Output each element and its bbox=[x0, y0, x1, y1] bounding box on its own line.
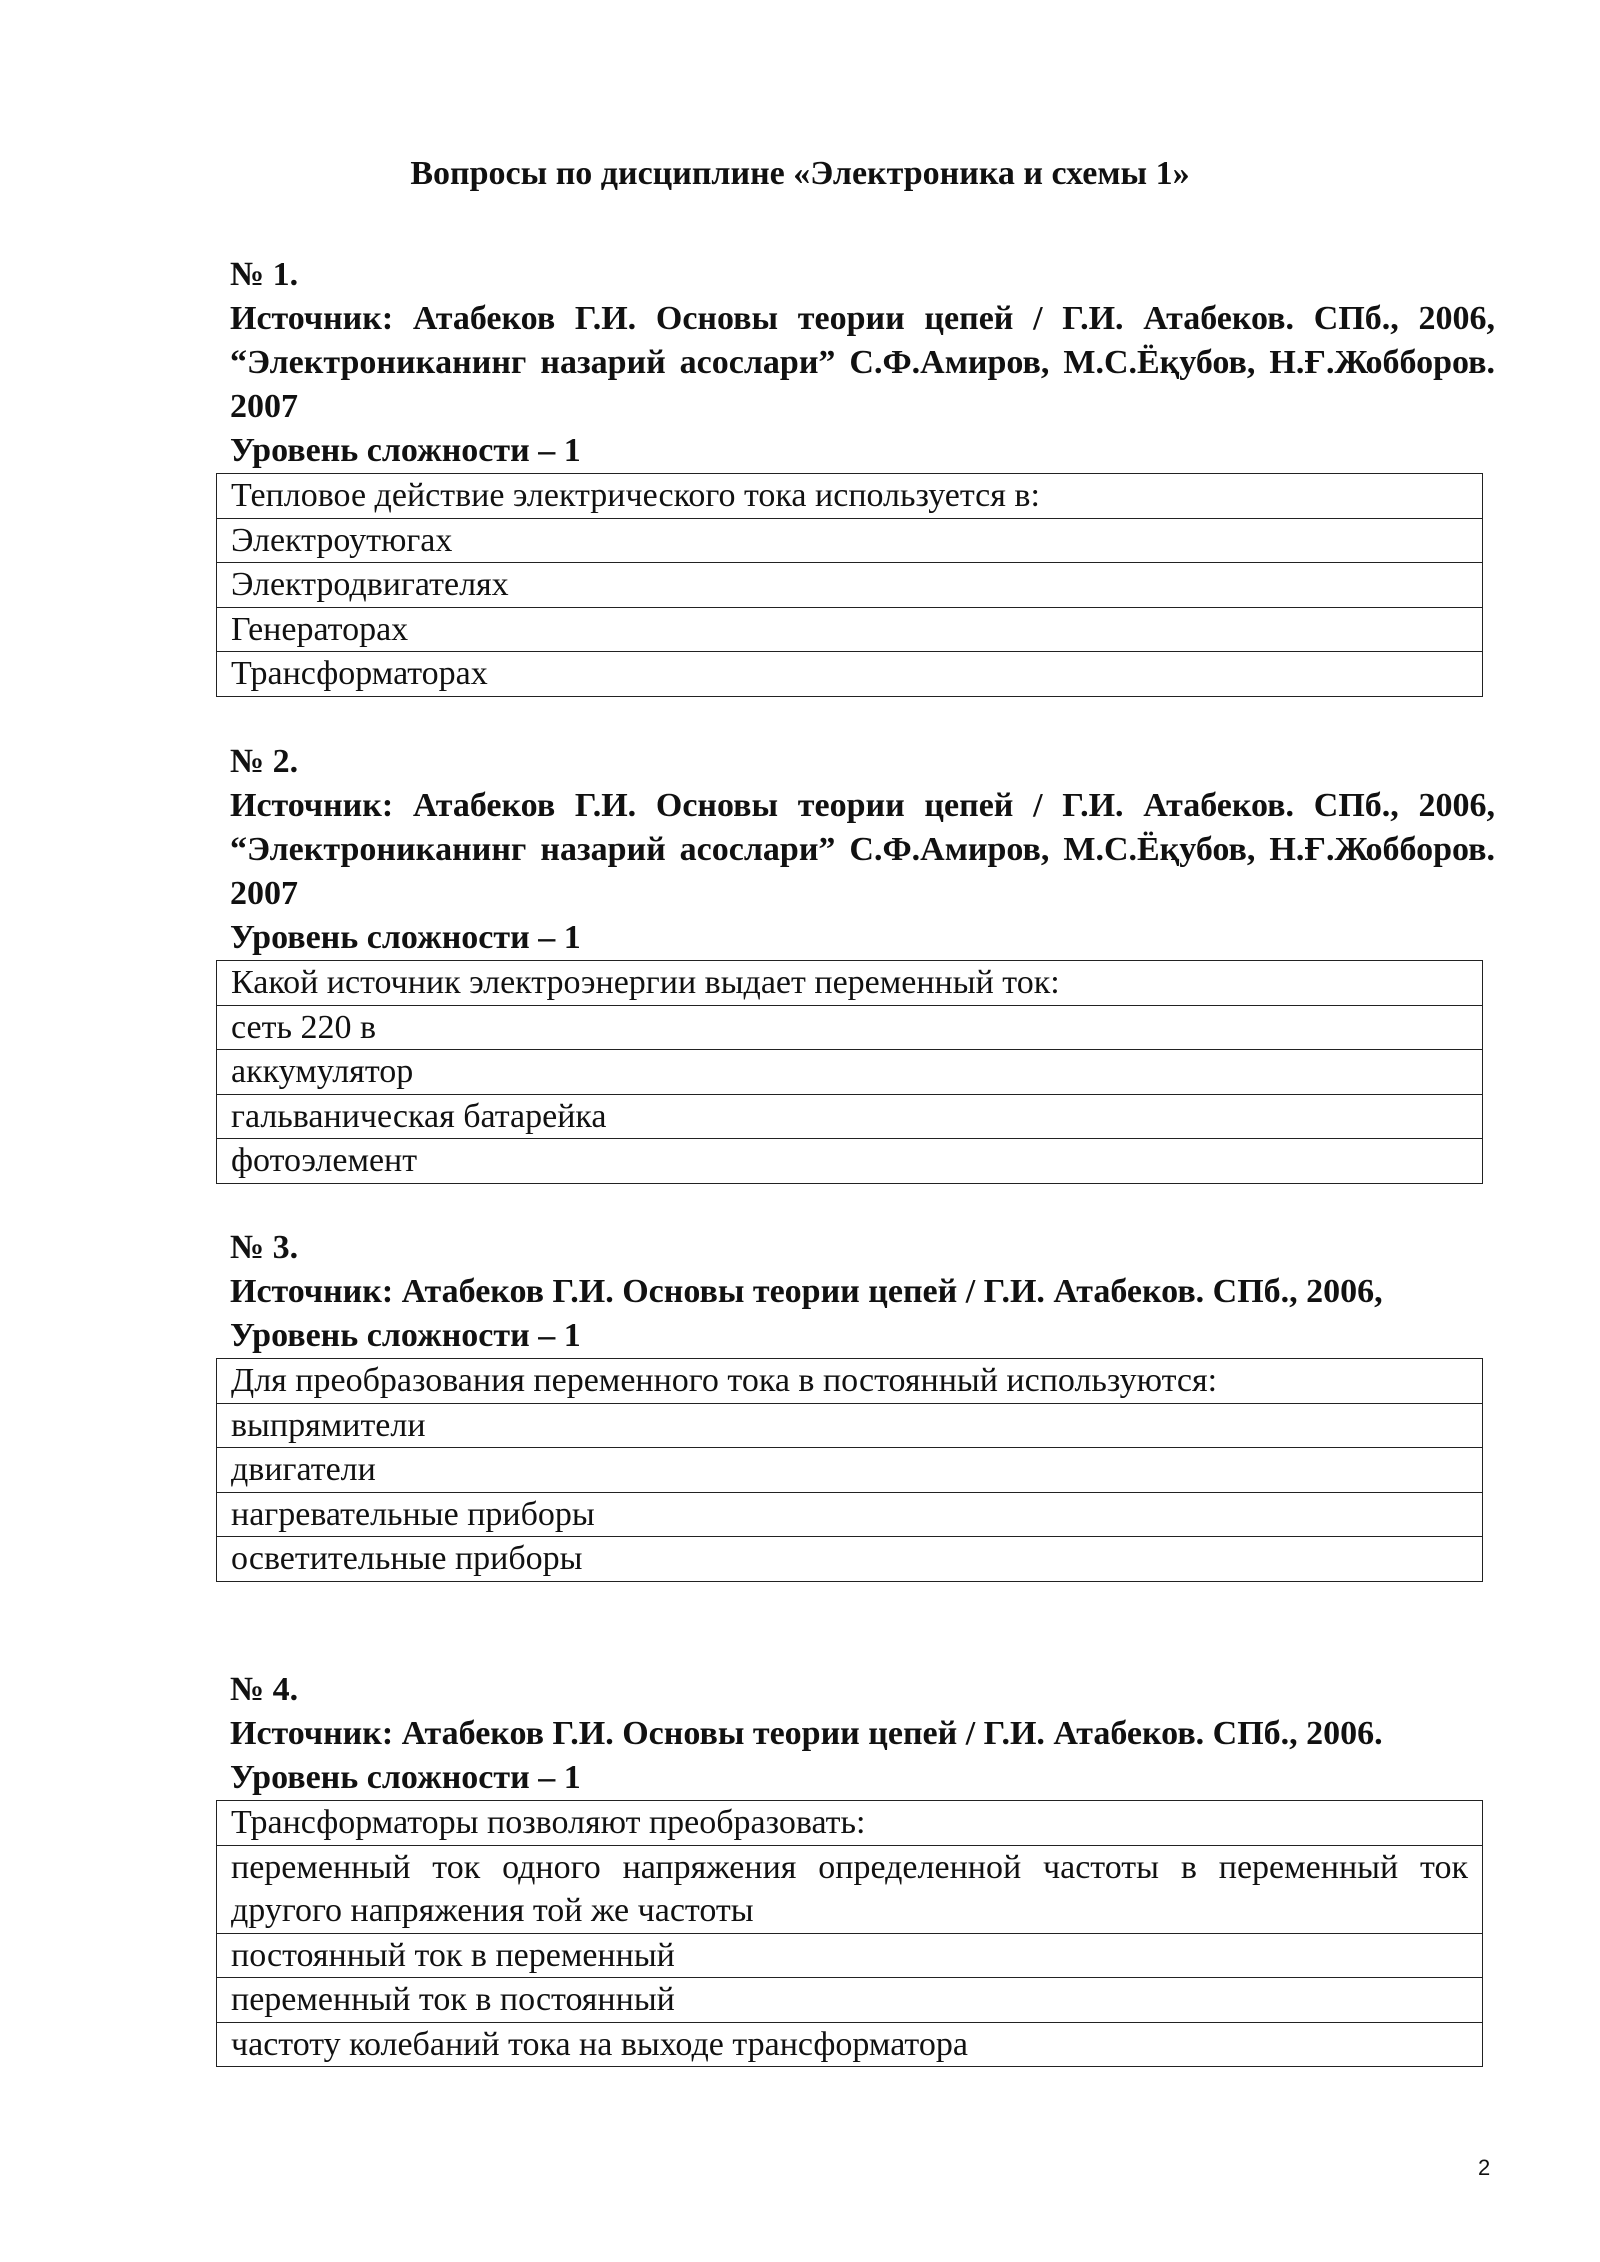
question-text: Трансформаторы позволяют преобразовать: bbox=[217, 1801, 1482, 1846]
question-table bbox=[216, 473, 1483, 697]
question-level: Уровень сложности – 1 bbox=[230, 432, 581, 469]
answer-option: переменный ток одного напряжения определенной частоты в переменный ток другого напряжения той же частоты bbox=[217, 1846, 1482, 1934]
answer-option: осветительные приборы bbox=[217, 1537, 1482, 1582]
question-source: Источник: Атабеков Г.И. Основы теории цепей / Г.И. Атабеков. СПб., 2006. bbox=[230, 1715, 1383, 1752]
answer-option: частоту колебаний тока на выходе трансформатора bbox=[217, 2023, 1482, 2068]
question-block-1 bbox=[229, 253, 1496, 697]
question-number: № 2. bbox=[230, 743, 299, 780]
answer-option: Электродвигателях bbox=[217, 563, 1482, 608]
question-block-3 bbox=[229, 1226, 1496, 1582]
question-text: Какой источник электроэнергии выдает переменный ток: bbox=[217, 961, 1482, 1006]
question-block-4 bbox=[229, 1668, 1496, 2067]
question-table bbox=[216, 960, 1483, 1184]
answer-option: Трансформаторах bbox=[217, 652, 1482, 697]
page-title: Вопросы по дисциплине «Электроника и схемы 1» bbox=[410, 155, 1190, 192]
question-table bbox=[216, 1358, 1483, 1582]
question-header bbox=[229, 1668, 1496, 1800]
question-number: № 4. bbox=[230, 1671, 299, 1708]
question-source: Источник: Атабеков Г.И. Основы теории цепей / Г.И. Атабеков. СПб., 2006, bbox=[230, 1273, 1383, 1310]
answer-option: сеть 220 в bbox=[217, 1006, 1482, 1051]
question-source: Источник: Атабеков Г.И. Основы теории цепей / Г.И. Атабеков. СПб., 2006, “Электроникaнинг назарий асослари” С.Ф.Амиров, М.С.Ёқубов, Н.Ғ.Жобборов. 2007 bbox=[230, 300, 1495, 425]
question-header bbox=[229, 253, 1496, 473]
answer-option: переменный ток в постоянный bbox=[217, 1978, 1482, 2023]
question-block-2 bbox=[229, 740, 1496, 1184]
question-level: Уровень сложности – 1 bbox=[230, 1759, 581, 1796]
answer-option: аккумулятор bbox=[217, 1050, 1482, 1095]
question-level: Уровень сложности – 1 bbox=[230, 919, 581, 956]
question-number: № 1. bbox=[230, 256, 299, 293]
answer-option: постоянный ток в переменный bbox=[217, 1934, 1482, 1979]
question-level: Уровень сложности – 1 bbox=[230, 1317, 581, 1354]
question-text: Тепловое действие электрического тока используется в: bbox=[217, 474, 1482, 519]
answer-option: фотоэлемент bbox=[217, 1139, 1482, 1184]
question-table bbox=[216, 1800, 1483, 2067]
question-text: Для преобразования переменного тока в постоянный используются: bbox=[217, 1359, 1482, 1404]
page-number: 2 bbox=[1478, 2155, 1491, 2180]
answer-option: Электроутюгах bbox=[217, 519, 1482, 564]
answer-option: выпрямители bbox=[217, 1404, 1482, 1449]
question-header bbox=[229, 740, 1496, 960]
answer-option: двигатели bbox=[217, 1448, 1482, 1493]
question-number: № 3. bbox=[230, 1229, 299, 1266]
question-source: Источник: Атабеков Г.И. Основы теории цепей / Г.И. Атабеков. СПб., 2006, “Электроникaнинг назарий асослари” С.Ф.Амиров, М.С.Ёқубов, Н.Ғ.Жобборов. 2007 bbox=[230, 787, 1495, 912]
answer-option: гальваническая батарейка bbox=[217, 1095, 1482, 1140]
answer-option: Генераторах bbox=[217, 608, 1482, 653]
answer-option: нагревательные приборы bbox=[217, 1493, 1482, 1538]
question-header bbox=[229, 1226, 1496, 1358]
